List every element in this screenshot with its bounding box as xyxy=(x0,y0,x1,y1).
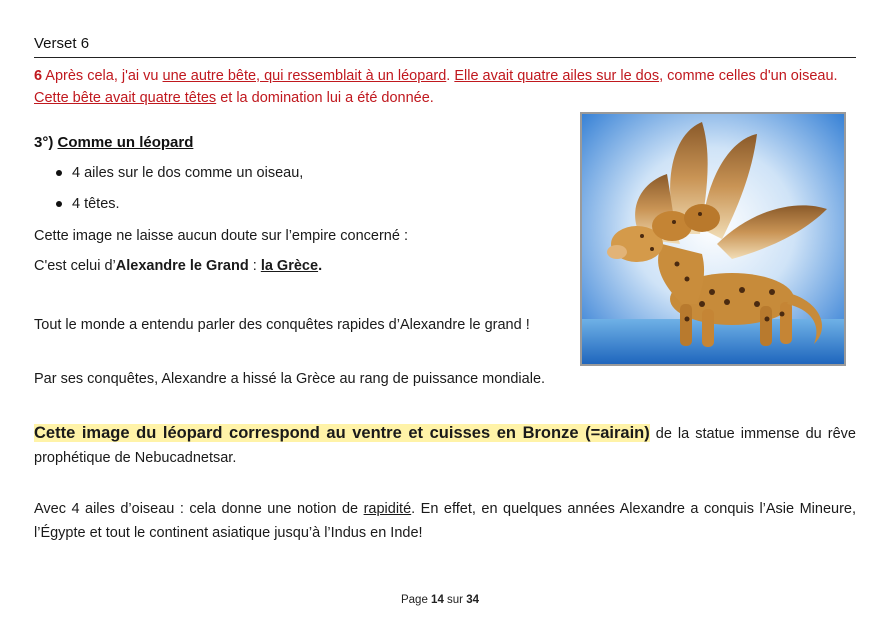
section-title-text: Comme un léopard xyxy=(57,134,194,151)
greece-label: la Grèce xyxy=(260,258,319,274)
rapidite-word: rapidité xyxy=(363,501,412,517)
winged-leopard-icon xyxy=(582,114,844,364)
verse-text xyxy=(34,65,856,109)
list-item: 4 ailes sur le dos comme un oiseau, xyxy=(50,163,303,194)
verse-underline-leopard: une autre bête, qui ressemblait à un léopard xyxy=(162,68,447,84)
highlight-paragraph xyxy=(34,421,856,470)
verse-underline-heads: Cette bête avait quatre têtes xyxy=(34,90,217,106)
text-part: : xyxy=(248,258,261,274)
verse-number: 6 xyxy=(34,68,43,84)
paragraph-power: Par ses conquêtes, Alexandre a hissé la Grèce au rang de puissance mondiale. xyxy=(34,371,546,387)
paragraph-empire: Cette image ne laisse aucun doute sur l’empire concerné : xyxy=(34,228,408,244)
highlighted-text: Cette image du léopard correspond au ventre et cuisses en Bronze (=airain) xyxy=(34,424,650,442)
current-page-number: 14 xyxy=(431,594,444,606)
verse-text-part: Après cela, j'ai vu xyxy=(42,68,163,84)
text-part: . xyxy=(318,258,323,274)
winged-leopard-image xyxy=(580,112,846,366)
text-part: Avec 4 ailes d’oiseau : cela donne une notion de xyxy=(34,501,364,517)
verse-text-part: , comme celles d'un oiseau. xyxy=(659,68,838,84)
heading-rule xyxy=(34,57,856,58)
paragraph-conquests: Tout le monde a entendu parler des conquêtes rapides d’Alexandre le grand ! xyxy=(34,317,530,333)
paragraph-wings xyxy=(34,497,856,545)
alexandre-name: Alexandre le Grand xyxy=(115,258,249,274)
section-number: 3°) xyxy=(34,134,58,151)
bullet-list xyxy=(50,163,303,225)
verse-underline-wings: Elle avait quatre ailes sur le dos xyxy=(454,68,660,84)
footer-label: Page xyxy=(400,594,432,606)
list-item: 4 têtes. xyxy=(50,194,303,225)
highlight-rest: de la statue immense du rêve prophétique de Nebucadnetsar. xyxy=(34,426,856,466)
paragraph-alexandre xyxy=(34,255,322,277)
text-part: C'est celui d’ xyxy=(34,258,116,274)
section-title xyxy=(34,134,193,151)
page-footer xyxy=(0,594,880,606)
verse-heading: Verset 6 xyxy=(34,35,90,52)
text-part: . En effet, en quelques années Alexandre a conquis l’Asie Mineure, l’Égypte et tout le continent asiatique jusqu’à l’Indus en Inde! xyxy=(34,501,856,541)
total-pages: 34 xyxy=(466,594,480,606)
verse-text-part: . xyxy=(446,68,455,84)
verse-text-part: et la domination lui a été donnée. xyxy=(216,90,434,106)
footer-separator: sur xyxy=(443,594,467,606)
